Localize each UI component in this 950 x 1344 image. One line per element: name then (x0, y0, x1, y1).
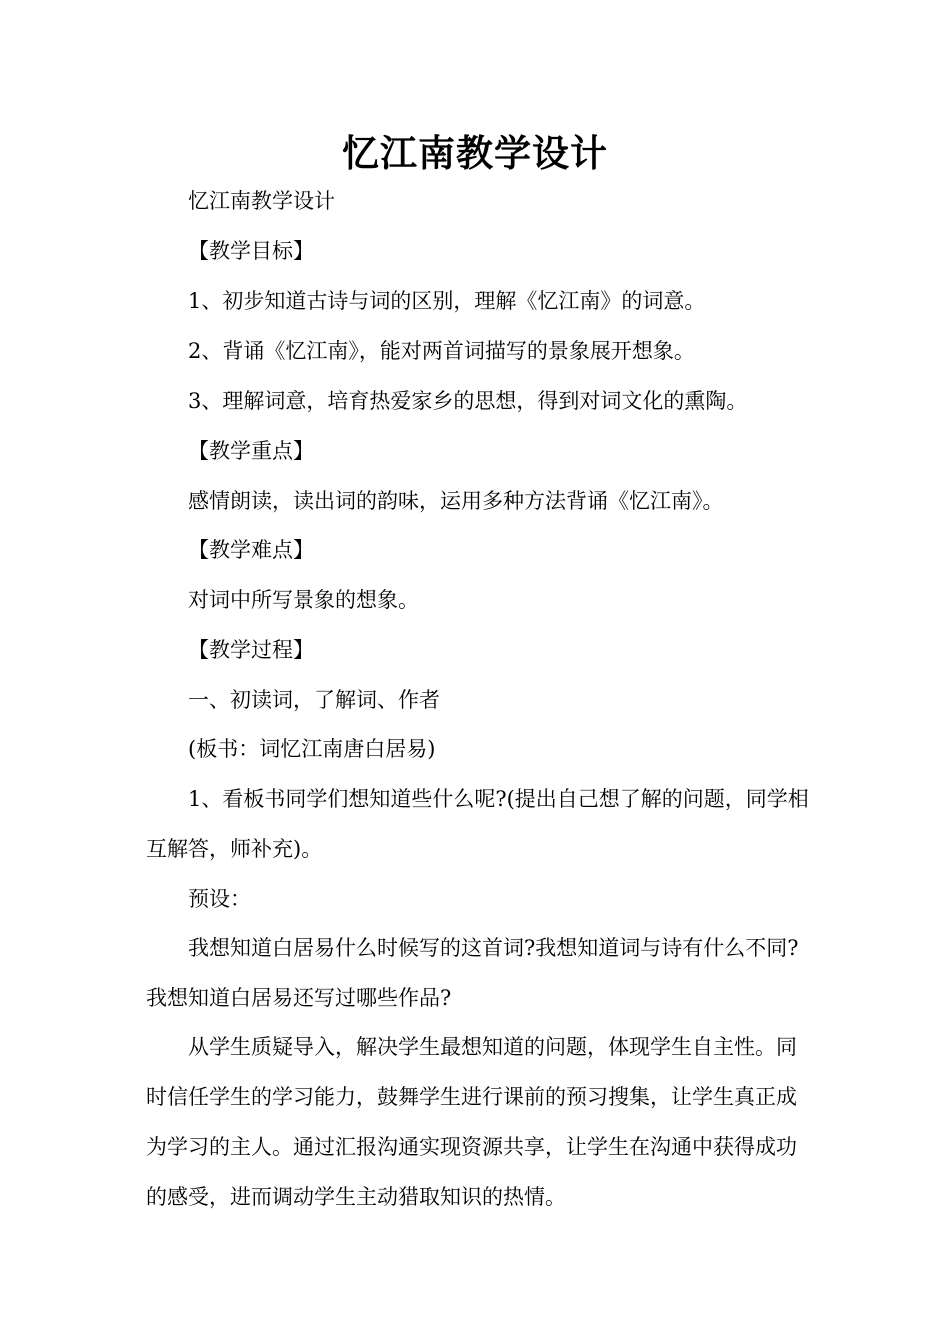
section-heading-objectives: 【教学目标】 (188, 239, 314, 263)
paragraph-question: 1、看板书同学们想知道些什么呢?(提出自己想了解的问题，同学相互解答，师补充)。 (146, 787, 809, 861)
section-heading-process: 【教学过程】 (188, 638, 314, 662)
document-title: 忆江南教学设计 (342, 132, 608, 175)
section-heading-key-points: 【教学重点】 (188, 439, 314, 463)
paragraph-preset-label: 预设： (188, 887, 251, 911)
objective-1: 1、初步知道古诗与词的区别，理解《忆江南》的词意。 (188, 289, 706, 313)
paragraph-commentary: 从学生质疑导入，解决学生最想知道的问题，体现学生自主性。同时信任学生的学习能力，鼓舞学生进行课前的预习搜集，让学生真正成为学习的主人。通过汇报沟通实现资源共享，让学生在沟通中获得成功的感受，进而调动学生主动猎取知识的热情。 (146, 1035, 797, 1209)
process-step-1-heading: 一、初读词，了解词、作者 (188, 688, 440, 712)
section-heading-difficulties: 【教学难点】 (188, 538, 314, 562)
objective-2: 2、背诵《忆江南》，能对两首词描写的景象展开想象。 (188, 339, 695, 363)
blackboard-note: (板书：词忆江南唐白居易) (188, 737, 436, 761)
paragraph-preset-questions: 我想知道白居易什么时候写的这首词?我想知道词与诗有什么不同?我想知道白居易还写过哪些作品? (146, 936, 799, 1010)
difficulty-text: 对词中所写景象的想象。 (188, 588, 419, 612)
objective-3: 3、理解词意，培育热爱家乡的思想，得到对词文化的熏陶。 (188, 389, 748, 413)
key-point-text: 感情朗读，读出词的韵味，运用多种方法背诵《忆江南》。 (188, 489, 724, 513)
subtitle-line: 忆江南教学设计 (188, 189, 335, 213)
